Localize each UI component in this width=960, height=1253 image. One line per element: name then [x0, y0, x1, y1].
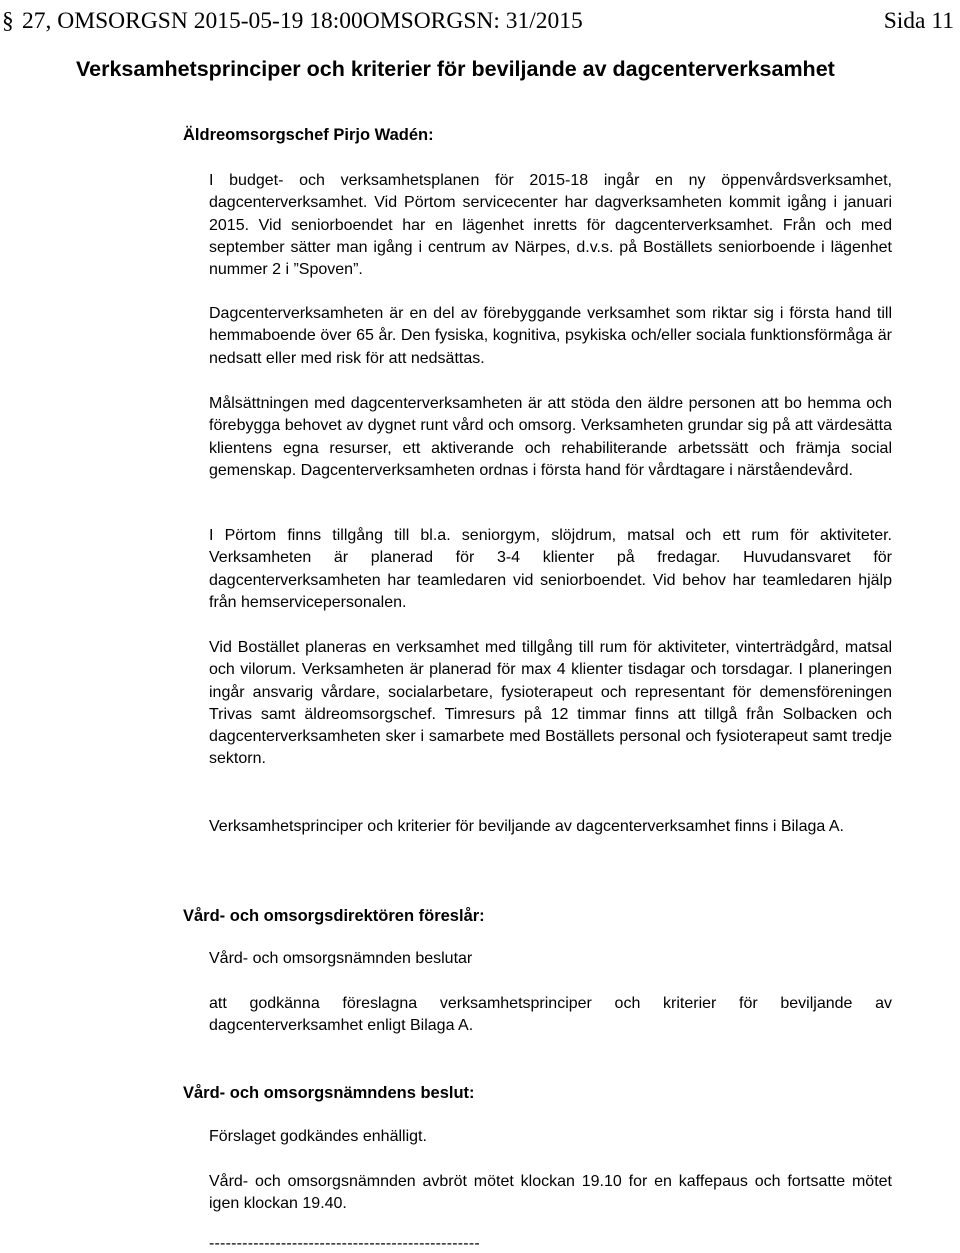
- section-heading-elderly-care-chief: Äldreomsorgschef Pirjo Wadén:: [183, 126, 434, 144]
- separator-line: -------------------------------------------------: [209, 1235, 480, 1252]
- paragraph-decision-unanimous: Förslaget godkändes enhälligt.: [209, 1128, 427, 1145]
- section-symbol: §: [2, 8, 14, 34]
- paragraph-preventive-activity: Dagcenterverksamheten är en del av förebyggande verksamhet som riktar sig i första hand till hemmaboende över 65 år. Den fysiska, kognitiva, psykiska och/eller sociala funktionsförmåga är nedsatt eller med risk för att nedsättas.: [209, 305, 892, 367]
- page-header: [0, 6, 960, 36]
- paragraph-appendix-reference: Verksamhetsprinciper och kriterier för beviljande av dagcenterverksamhet finns i Bilaga A.: [209, 818, 844, 835]
- page-number: Sida 11: [883, 8, 954, 34]
- protocol-reference: 27, OMSORGSN 2015-05-19 18:00OMSORGSN: 31/2015: [22, 8, 583, 34]
- paragraph-budget-plan: I budget- och verksamhetsplanen för 2015-18 ingår en ny öppenvårdsverksamhet, dagcenterverksamhet. Vid Pörtom servicecenter har dagverksamheten kommit igång i januari 2015. Vid seniorboendet har en lägenhet inretts för dagcenterverksamhet. Från och med september sätter man igång i centrum av Närpes, d.v.s. på Boställets seniorboende i lägenhet nummer 2 i ”Spoven”.: [209, 172, 892, 279]
- document-title: Verksamhetsprinciper och kriterier för beviljande av dagcenterverksamhet: [76, 57, 835, 81]
- paragraph-proposal-text: att godkänna föreslagna verksamhetsprinciper och kriterier för beviljande av dagcenterverksamhet enligt Bilaga A.: [209, 995, 892, 1035]
- paragraph-portom: I Pörtom finns tillgång till bl.a. seniorgym, slöjdrum, matsal och ett rum för aktiviteter. Verksamheten är planerad för 3-4 klienter på fredagar. Huvudansvaret för dagcenterverksamheten har teamledaren vid seniorboendet. Vid behov har teamledaren hjälp från hemservicepersonalen.: [209, 527, 892, 611]
- section-heading-director-proposal: Vård- och omsorgsdirektören föreslår:: [183, 907, 485, 925]
- paragraph-board-decides: Vård- och omsorgsnämnden beslutar: [209, 950, 473, 967]
- paragraph-bostallet: Vid Bostället planeras en verksamhet med tillgång till rum för aktiviteter, vinterträdgård, matsal och vilorum. Verksamheten är planerad för max 4 klienter tisdagar och torsdagar. I planeringen ingår ansvarig vårdare, socialarbetare, fysioterapeut och representant för demensföreningen Trivas samt äldreomsorgschef. Timresurs på 12 timmar finns att tillgå från Solbacken och dagcenterverksamheten sker i samarbete med Boställets personal och fysioterapeut samt tredje sektorn.: [209, 639, 892, 768]
- paragraph-coffee-break: Vård- och omsorgsnämnden avbröt mötet klockan 19.10 for en kaffepaus och fortsatte mötet igen klockan 19.40.: [209, 1173, 892, 1213]
- paragraph-goal: Målsättningen med dagcenterverksamheten är att stöda den äldre personen att bo hemma och förebygga behovet av dygnet runt vård och omsorg. Verksamheten grundar sig på att värdesätta klientens egna resurser, ett aktiverande och rehabiliterande arbetssätt och främja social gemenskap. Dagcenterverksamheten ordnas i första hand för vårdtagare i närståendevård.: [209, 395, 892, 479]
- section-heading-board-decision: Vård- och omsorgsnämndens beslut:: [183, 1084, 475, 1102]
